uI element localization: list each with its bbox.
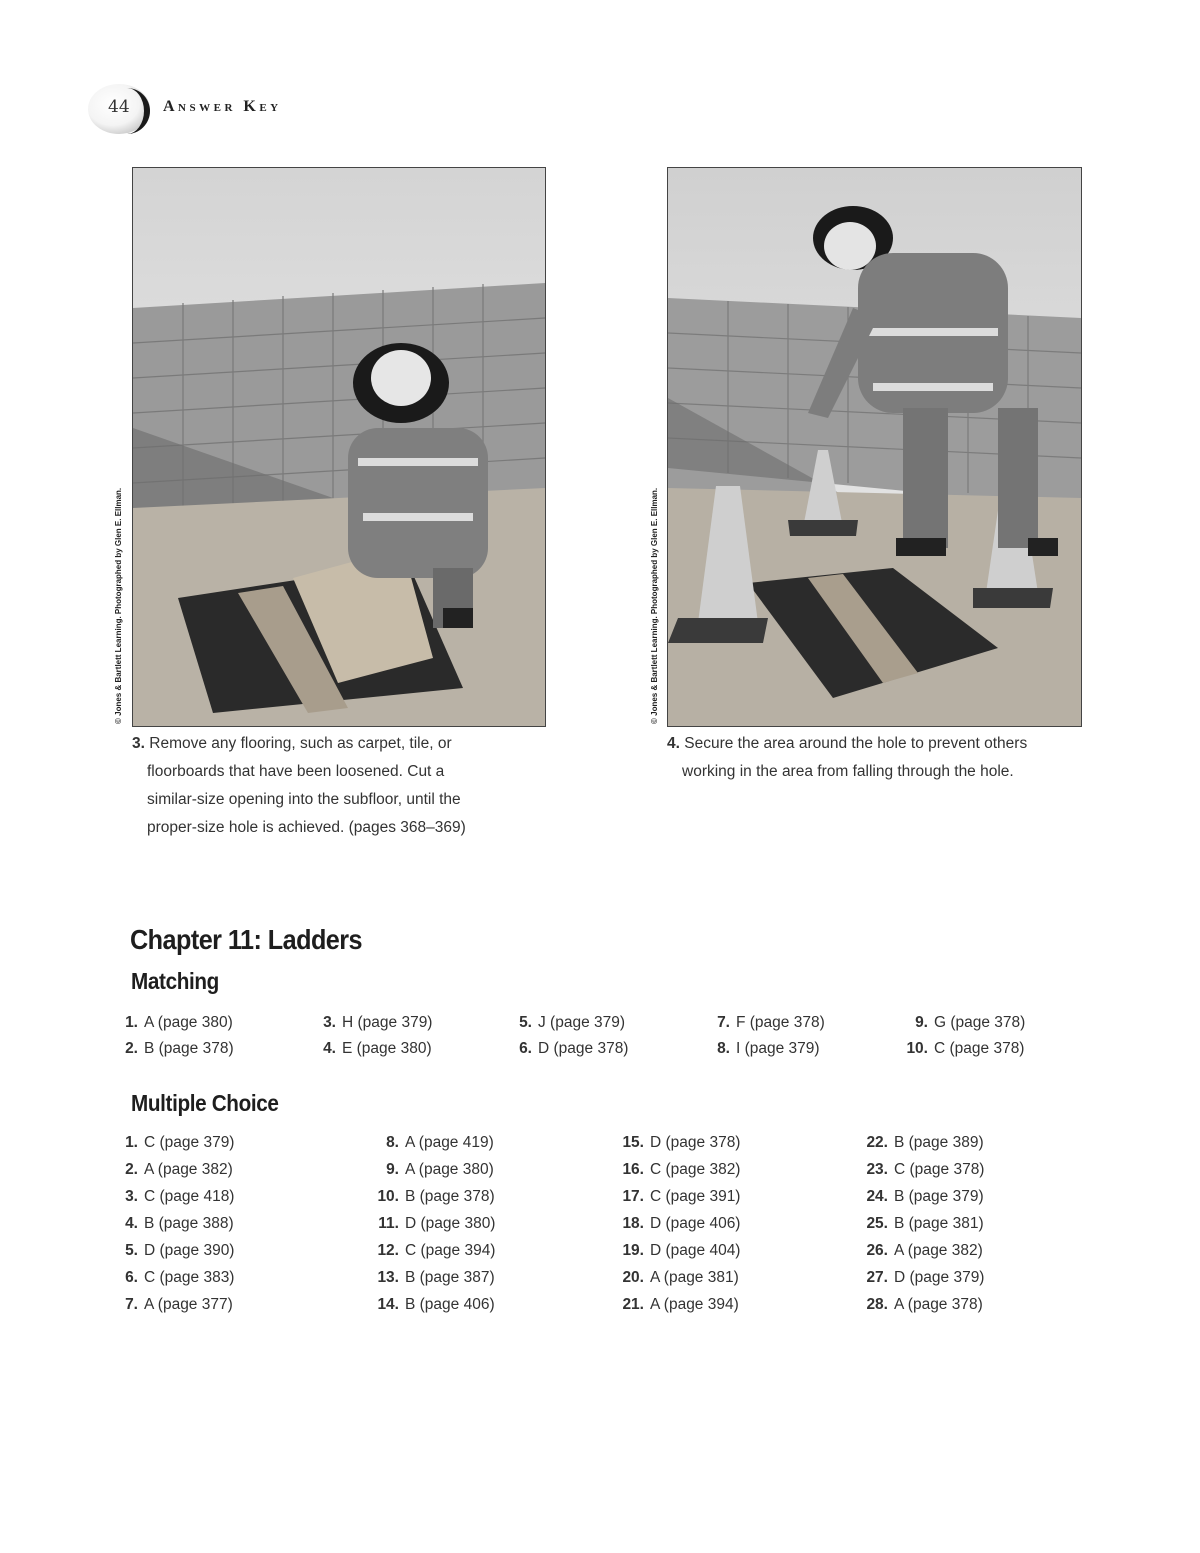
page-number: 44 bbox=[108, 97, 130, 117]
answer-value: A (page 382) bbox=[144, 1161, 233, 1178]
chapter-title: Chapter 11: Ladders bbox=[130, 924, 363, 955]
answer-number: 7. bbox=[717, 1014, 730, 1031]
mc-answer bbox=[862, 1269, 984, 1287]
mc-answer bbox=[373, 1242, 495, 1260]
mc-answer bbox=[373, 1134, 494, 1152]
caption-line: floorboards that have been loosened. Cut a bbox=[147, 763, 445, 780]
answer-number: 3. bbox=[323, 1014, 336, 1031]
caption-number: 4. bbox=[667, 735, 680, 752]
answer-number: 21. bbox=[622, 1296, 644, 1313]
caption-line: proper-size hole is achieved. (pages 368–369) bbox=[147, 819, 466, 836]
answer-value: A (page 380) bbox=[405, 1161, 494, 1178]
section-title-multiple-choice: Multiple Choice bbox=[131, 1090, 279, 1116]
mc-answer bbox=[112, 1242, 234, 1260]
answer-value: D (page 406) bbox=[650, 1215, 741, 1232]
answer-value: F (page 378) bbox=[736, 1014, 825, 1031]
matching-answer bbox=[310, 1040, 432, 1058]
answer-number: 11. bbox=[378, 1215, 399, 1232]
photo-caption-step-3 bbox=[132, 730, 532, 842]
answer-value: G (page 378) bbox=[934, 1014, 1026, 1031]
answer-value: B (page 378) bbox=[144, 1040, 234, 1057]
answer-value: C (page 379) bbox=[144, 1134, 235, 1151]
answer-value: A (page 394) bbox=[650, 1296, 739, 1313]
answer-number: 18. bbox=[622, 1215, 644, 1232]
answer-number: 12. bbox=[377, 1242, 399, 1259]
mc-answer bbox=[112, 1161, 233, 1179]
answer-number: 2. bbox=[125, 1040, 138, 1057]
mc-answer bbox=[373, 1269, 495, 1287]
mc-answer bbox=[618, 1242, 740, 1260]
mc-answer bbox=[618, 1134, 740, 1152]
answer-value: B (page 379) bbox=[894, 1188, 984, 1205]
answer-value: A (page 381) bbox=[650, 1269, 739, 1286]
answer-value: C (page 383) bbox=[144, 1269, 235, 1286]
answer-number: 5. bbox=[519, 1014, 532, 1031]
answer-number: 19. bbox=[622, 1242, 644, 1259]
answer-value: B (page 378) bbox=[405, 1188, 495, 1205]
answer-value: C (page 418) bbox=[144, 1188, 235, 1205]
matching-answer bbox=[902, 1040, 1024, 1058]
mc-answer bbox=[618, 1215, 740, 1233]
caption-line: Secure the area around the hole to prevent others bbox=[684, 735, 1028, 752]
matching-answer bbox=[310, 1014, 432, 1032]
answer-number: 10. bbox=[377, 1188, 399, 1205]
answer-value: E (page 380) bbox=[342, 1040, 432, 1057]
caption-line: Remove any flooring, such as carpet, tile, or bbox=[149, 735, 452, 752]
section-title-matching: Matching bbox=[131, 968, 219, 994]
header-title: Answer Key bbox=[163, 98, 282, 115]
photo-credit: © Jones & Bartlett Learning. Photographed by Glen E. Ellman. bbox=[650, 487, 659, 724]
answer-number: 9. bbox=[915, 1014, 928, 1031]
answer-value: A (page 378) bbox=[894, 1296, 983, 1313]
matching-answer bbox=[112, 1014, 233, 1032]
answer-value: D (page 378) bbox=[650, 1134, 741, 1151]
caption-line: working in the area from falling through the hole. bbox=[682, 763, 1014, 780]
answer-number: 4. bbox=[125, 1215, 138, 1232]
answer-value: A (page 380) bbox=[144, 1014, 233, 1031]
answer-number: 8. bbox=[717, 1040, 730, 1057]
matching-answer bbox=[112, 1040, 234, 1058]
answer-number: 1. bbox=[125, 1014, 138, 1031]
answer-number: 13. bbox=[377, 1269, 399, 1286]
answer-value: C (page 378) bbox=[894, 1161, 985, 1178]
answer-value: H (page 379) bbox=[342, 1014, 433, 1031]
mc-answer bbox=[862, 1161, 984, 1179]
answer-value: D (page 378) bbox=[538, 1040, 629, 1057]
mc-answer bbox=[112, 1188, 234, 1206]
answer-number: 17. bbox=[622, 1188, 644, 1205]
answer-value: D (page 379) bbox=[894, 1269, 985, 1286]
answer-value: B (page 406) bbox=[405, 1296, 495, 1313]
answer-value: A (page 377) bbox=[144, 1296, 233, 1313]
answer-value: D (page 390) bbox=[144, 1242, 235, 1259]
answer-number: 27. bbox=[866, 1269, 888, 1286]
answer-value: I (page 379) bbox=[736, 1040, 820, 1057]
photo-2-illustration bbox=[668, 168, 1081, 726]
mc-answer bbox=[618, 1296, 739, 1314]
mc-answer bbox=[862, 1242, 983, 1260]
answer-value: D (page 404) bbox=[650, 1242, 741, 1259]
caption-line: similar-size opening into the subfloor, until the bbox=[147, 791, 461, 808]
answer-number: 4. bbox=[323, 1040, 336, 1057]
answer-value: A (page 419) bbox=[405, 1134, 494, 1151]
answer-number: 8. bbox=[386, 1134, 399, 1151]
mc-answer bbox=[373, 1215, 495, 1233]
mc-answer bbox=[618, 1269, 739, 1287]
mc-answer bbox=[862, 1296, 983, 1314]
answer-value: B (page 388) bbox=[144, 1215, 234, 1232]
answer-value: C (page 382) bbox=[650, 1161, 741, 1178]
mc-answer bbox=[373, 1296, 495, 1314]
answer-number: 25. bbox=[866, 1215, 888, 1232]
mc-answer bbox=[112, 1215, 234, 1233]
answer-number: 16. bbox=[622, 1161, 644, 1178]
mc-answer bbox=[862, 1134, 984, 1152]
answer-number: 26. bbox=[866, 1242, 888, 1259]
answer-number: 22. bbox=[866, 1134, 888, 1151]
photo-1-illustration bbox=[133, 168, 545, 726]
answer-value: A (page 382) bbox=[894, 1242, 983, 1259]
answer-number: 2. bbox=[125, 1161, 138, 1178]
photo-firefighter-placing-cones bbox=[667, 167, 1082, 727]
answer-number: 23. bbox=[866, 1161, 888, 1178]
answer-value: J (page 379) bbox=[538, 1014, 626, 1031]
matching-answer bbox=[704, 1014, 825, 1032]
mc-answer bbox=[862, 1188, 984, 1206]
answer-number: 6. bbox=[519, 1040, 532, 1057]
photo-credit: © Jones & Bartlett Learning. Photographed by Glen E. Ellman. bbox=[114, 487, 123, 724]
answer-number: 15. bbox=[622, 1134, 644, 1151]
mc-answer bbox=[373, 1188, 495, 1206]
caption-number: 3. bbox=[132, 735, 145, 752]
mc-answer bbox=[112, 1269, 234, 1287]
answer-number: 24. bbox=[866, 1188, 888, 1205]
answer-value: B (page 389) bbox=[894, 1134, 984, 1151]
answer-number: 20. bbox=[622, 1269, 644, 1286]
answer-number: 10. bbox=[906, 1040, 928, 1057]
photo-caption-step-4 bbox=[667, 730, 1077, 786]
matching-answer bbox=[506, 1014, 625, 1032]
mc-answer bbox=[862, 1215, 984, 1233]
answer-number: 28. bbox=[866, 1296, 888, 1313]
matching-answer bbox=[902, 1014, 1025, 1032]
mc-answer bbox=[112, 1296, 233, 1314]
answer-number: 1. bbox=[125, 1134, 138, 1151]
answer-number: 9. bbox=[386, 1161, 399, 1178]
mc-answer bbox=[373, 1161, 494, 1179]
answer-value: B (page 387) bbox=[405, 1269, 495, 1286]
answer-value: C (page 394) bbox=[405, 1242, 496, 1259]
answer-value: C (page 391) bbox=[650, 1188, 741, 1205]
answer-value: D (page 380) bbox=[405, 1215, 496, 1232]
answer-number: 3. bbox=[125, 1188, 138, 1205]
photo-firefighter-removing-floorboard bbox=[132, 167, 546, 727]
matching-answer bbox=[506, 1040, 628, 1058]
answer-number: 14. bbox=[377, 1296, 399, 1313]
answer-number: 7. bbox=[125, 1296, 138, 1313]
answer-value: B (page 381) bbox=[894, 1215, 984, 1232]
answer-value: C (page 378) bbox=[934, 1040, 1025, 1057]
mc-answer bbox=[112, 1134, 234, 1152]
answer-number: 5. bbox=[125, 1242, 138, 1259]
mc-answer bbox=[618, 1188, 740, 1206]
mc-answer bbox=[618, 1161, 740, 1179]
answer-number: 6. bbox=[125, 1269, 138, 1286]
matching-answer bbox=[704, 1040, 820, 1058]
